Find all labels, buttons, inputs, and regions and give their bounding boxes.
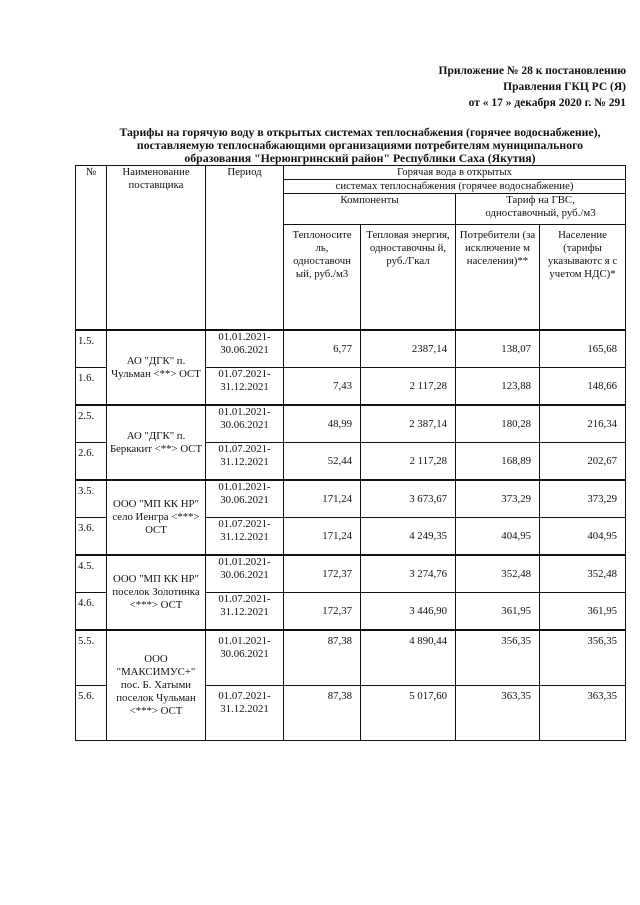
header-tariff [456,194,626,225]
row-population: 361,95 [540,593,626,631]
row-energy: 3 274,76 [361,555,456,593]
document-header [326,63,626,111]
row-consumers: 180,28 [456,405,540,443]
row-carrier: 6,77 [284,330,361,368]
title-line-3: образования "Нерюнгринский район" Республики Саха (Якутия) [184,151,536,165]
header-supplier: Наименование поставщика [107,166,206,331]
row-supplier: ООО "МП КК НР" село Иенгра <***> ОСТ [107,480,206,555]
table-row [76,630,626,686]
row-energy: 2387,14 [361,330,456,368]
row-num: 5.5. [76,630,107,686]
row-energy: 3 673,67 [361,480,456,518]
row-population: 216,34 [540,405,626,443]
row-carrier: 171,24 [284,518,361,556]
row-consumers: 361,95 [456,593,540,631]
header-tariff-line2: одноставочный, руб./м3 [485,207,596,219]
row-num: 3.6. [76,518,107,556]
tariff-table [75,165,626,741]
row-consumers: 352,48 [456,555,540,593]
table-row [76,555,626,593]
row-supplier: АО "ДГК" п. Чульман <**> ОСТ [107,330,206,405]
row-energy: 4 890,44 [361,630,456,686]
row-num: 1.5. [76,330,107,368]
row-period: 01.07.2021-31.12.2021 [206,443,284,481]
row-num: 2.5. [76,405,107,443]
header-heat-energy: Тепловая энергия, одноставочны й, руб./Гкал [361,225,456,331]
row-carrier: 7,43 [284,368,361,406]
row-population: 165,68 [540,330,626,368]
header-components: Компоненты [284,194,456,225]
row-period: 01.07.2021-31.12.2021 [206,518,284,556]
row-supplier: АО "ДГК" п. Беркакит <**> ОСТ [107,405,206,480]
header-tariff-line1: Тариф на ГВС, [506,194,575,206]
row-consumers: 373,29 [456,480,540,518]
row-energy: 2 117,28 [361,368,456,406]
row-num: 4.6. [76,593,107,631]
row-period: 01.01.2021-30.06.2021 [206,555,284,593]
row-num: 5.6. [76,686,107,741]
row-consumers: 356,35 [456,630,540,686]
row-consumers: 363,35 [456,686,540,741]
row-consumers: 168,89 [456,443,540,481]
row-population: 373,29 [540,480,626,518]
header-line-1: Приложение № 28 к постановлению [438,65,626,77]
row-supplier: ООО "МАКСИМУС+" пос. Б. Хатыми поселок Чульман <***> ОСТ [107,630,206,741]
table-row [76,405,626,443]
title-line-1: Тарифы на горячую воду в открытых системах теплоснабжения (горячее водоснабжение), [119,125,601,139]
header-hot-water-line1: Горячая вода в открытых [284,166,626,180]
header-line-2: Правления ГКЦ РС (Я) [503,81,626,93]
row-consumers: 123,88 [456,368,540,406]
row-period: 01.01.2021-30.06.2021 [206,480,284,518]
row-period: 01.07.2021-31.12.2021 [206,686,284,741]
row-num: 1.6. [76,368,107,406]
row-population: 356,35 [540,630,626,686]
row-supplier: ООО "МП КК НР" поселок Золотинка <***> ОСТ [107,555,206,630]
row-carrier: 87,38 [284,686,361,741]
row-period: 01.01.2021-30.06.2021 [206,405,284,443]
row-period: 01.01.2021-30.06.2021 [206,330,284,368]
header-population: Население (тарифы указываютс я с учетом НДС)* [540,225,626,331]
row-energy: 4 249,35 [361,518,456,556]
document-title [100,126,620,165]
header-num: № [76,166,107,331]
row-population: 352,48 [540,555,626,593]
row-energy: 2 387,14 [361,405,456,443]
row-energy: 3 446,90 [361,593,456,631]
row-period: 01.07.2021-31.12.2021 [206,593,284,631]
title-line-2: поставляемую теплоснабжающими организациями потребителям муниципального [136,138,584,152]
row-carrier: 172,37 [284,593,361,631]
header-line-3: от « 17 » декабря 2020 г. № 291 [468,97,626,109]
row-carrier: 48,99 [284,405,361,443]
row-population: 363,35 [540,686,626,741]
row-energy: 5 017,60 [361,686,456,741]
table-row [76,330,626,368]
header-hot-water-line2: системах теплоснабжения (горячее водоснабжение) [284,180,626,194]
row-carrier: 87,38 [284,630,361,686]
table-row [76,480,626,518]
header-consumers: Потребители (за исключение м населения)** [456,225,540,331]
row-energy: 2 117,28 [361,443,456,481]
row-consumers: 404,95 [456,518,540,556]
header-heat-carrier: Теплоносите ль, одноставочн ый, руб./м3 [284,225,361,331]
row-num: 3.5. [76,480,107,518]
row-consumers: 138,07 [456,330,540,368]
row-num: 2.6. [76,443,107,481]
row-period: 01.07.2021-31.12.2021 [206,368,284,406]
row-carrier: 171,24 [284,480,361,518]
row-num: 4.5. [76,555,107,593]
row-population: 202,67 [540,443,626,481]
header-period: Период [206,166,284,331]
row-period: 01.01.2021-30.06.2021 [206,630,284,686]
row-population: 148,66 [540,368,626,406]
row-population: 404,95 [540,518,626,556]
row-carrier: 172,37 [284,555,361,593]
row-carrier: 52,44 [284,443,361,481]
